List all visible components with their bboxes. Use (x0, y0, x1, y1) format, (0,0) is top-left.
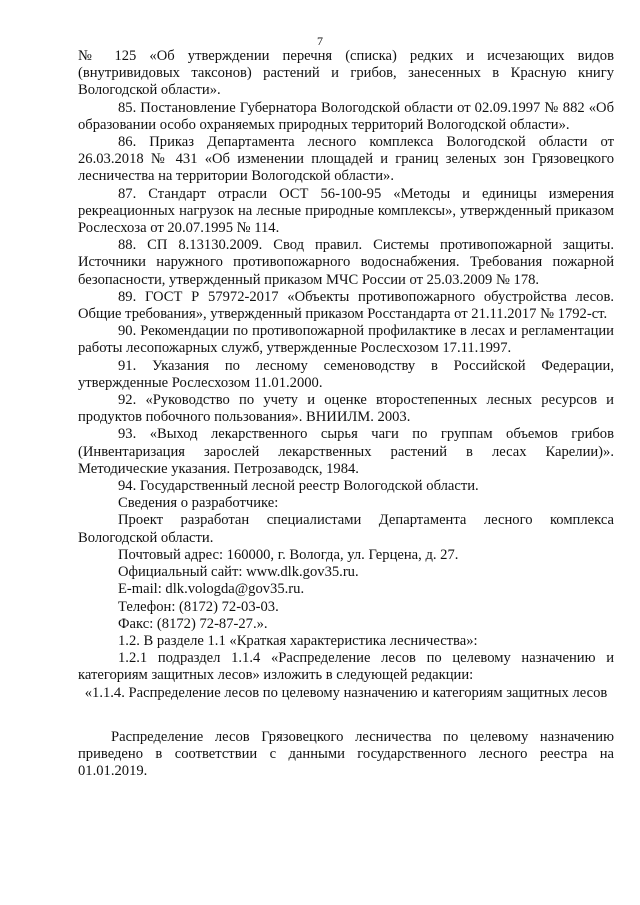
list-item-86: 86. Приказ Департамента лесного комплекса Вологодской области от 26.03.2018 № 431 «Об изменении площадей и границ зеленых зон Грязовецкого лесничества на территории Вологодской области». (78, 134, 614, 185)
subsection-1-2-1: 1.2.1 подраздел 1.1.4 «Распределение лесов по целевому назначению и категориям защитных лесов» изложить в следующей редакции: (78, 650, 614, 684)
list-item-85: 85. Постановление Губернатора Вологодской области от 02.09.1997 № 882 «Об образовании особо охраняемых природных территорий Вологодской области». (78, 99, 614, 133)
section-heading-1-1-4: «1.1.4. Распределение лесов по целевому назначению и категориям защитных лесов (84, 684, 608, 701)
document-body (78, 48, 614, 780)
list-item-88: 88. СП 8.13130.2009. Свод правил. Системы противопожарной защиты. Источники наружного противопожарного водоснабжения. Требования пожарной безопасности, утвержденный приказом МЧС России от 25.03.2009 № 178. (78, 237, 614, 288)
phone-number: Телефон: (8172) 72-03-03. (118, 598, 279, 615)
official-website: Официальный сайт: www.dlk.gov35.ru. (118, 564, 359, 581)
list-item-90: 90. Рекомендации по противопожарной профилактике в лесах и регламентации работы лесопожарных служб, утвержденные Рослесхозом 17.11.1997. (78, 323, 614, 357)
page-number: 7 (317, 34, 323, 48)
developer-info-heading: Сведения о разработчике: (118, 495, 279, 512)
fax-number: Факс: (8172) 72-87-27.». (118, 615, 268, 632)
email-address: E-mail: dlk.vologda@gov35.ru. (118, 581, 305, 598)
list-item-92: 92. «Руководство по учету и оценке второстепенных лесных ресурсов и продуктов побочного пользования». ВНИИЛМ. 2003. (78, 392, 614, 426)
paragraph-84-continuation: № 125 «Об утверждении перечня (списка) редких и исчезающих видов (внутривидовых таксонов) растений и грибов, занесенных в Красную книгу Вологодской области». (78, 48, 614, 99)
list-item-93: 93. «Выход лекарственного сырья чаги по группам объемов грибов (Инвентаризация зарослей лекарственных растений в лесах Карелии)». Методические указания. Петрозаводск, 1984. (78, 426, 614, 477)
list-item-89: 89. ГОСТ Р 57972-2017 «Объекты противопожарного обустройства лесов. Общие требования», утвержденный приказом Росстандарта от 21.11.2017 № 1792-ст. (78, 288, 614, 323)
section-1-2: 1.2. В разделе 1.1 «Краткая характеристика лесничества»: (118, 632, 478, 649)
distribution-paragraph: Распределение лесов Грязовецкого лесничества по целевому назначению приведено в соответствии с данными государственного лесного реестра на 01.01.2019. (78, 728, 614, 780)
list-item-91: 91. Указания по лесному семеноводству в Российской Федерации, утвержденные Рослесхозом 11.01.2000. (78, 357, 614, 391)
list-item-94: 94. Государственный лесной реестр Вологодской области. (118, 478, 479, 495)
postal-address: Почтовый адрес: 160000, г. Вологда, ул. Герцена, д. 27. (118, 546, 459, 563)
list-item-87: 87. Стандарт отрасли ОСТ 56-100-95 «Методы и единицы измерения рекреационных нагрузок на лесные природные комплексы», утвержденный приказом Рослесхоза от 20.07.1995 № 114. (78, 185, 614, 237)
developer-info-text: Проект разработан специалистами Департамента лесного комплекса Вологодской области. (78, 512, 614, 546)
